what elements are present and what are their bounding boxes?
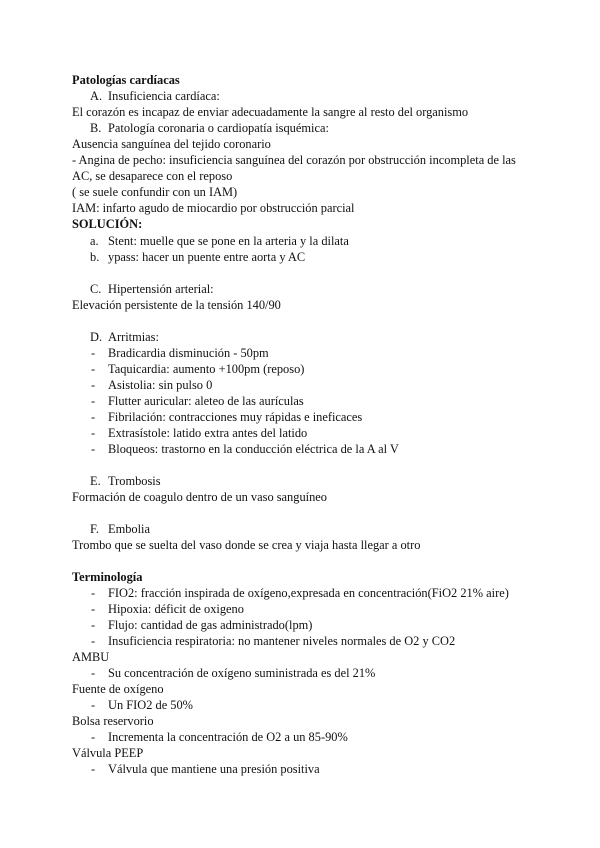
list-item: Extrasístole: latido extra antes del latido bbox=[108, 426, 308, 440]
list-dash: - bbox=[91, 618, 96, 632]
list-item: Su concentración de oxígeno suministrada es del 21% bbox=[108, 666, 376, 680]
list-marker: E. bbox=[90, 474, 101, 488]
paragraph: - Angina de pecho: insuficiencia sanguínea del corazón por obstrucción incompleta de las bbox=[72, 153, 516, 167]
subheading-hipertension: Hipertensión arterial: bbox=[108, 282, 214, 296]
list-marker: b. bbox=[90, 250, 100, 264]
list-dash: - bbox=[91, 730, 96, 744]
subheading-insuficiencia: Insuficiencia cardíaca: bbox=[108, 89, 220, 103]
list-marker: D. bbox=[90, 330, 103, 344]
list-dash: - bbox=[91, 394, 96, 408]
list-dash: - bbox=[91, 698, 96, 712]
paragraph: AC, se desaparece con el reposo bbox=[72, 169, 233, 183]
list-marker: F. bbox=[90, 522, 99, 536]
list-dash: - bbox=[91, 762, 96, 776]
list-item: Flutter auricular: aleteo de las aurículas bbox=[108, 394, 304, 408]
paragraph: Trombo que se suelta del vaso donde se crea y viaja hasta llegar a otro bbox=[72, 538, 421, 552]
list-item: ypass: hacer un puente entre aorta y AC bbox=[108, 250, 306, 264]
list-item: Taquicardia: aumento +100pm (reposo) bbox=[108, 362, 305, 376]
term-bolsa: Bolsa reservorio bbox=[72, 714, 154, 728]
list-item: FIO2: fracción inspirada de oxígeno,expresada en concentración(FiO2 21% aire) bbox=[108, 586, 509, 600]
paragraph: IAM: infarto agudo de miocardio por obstrucción parcial bbox=[72, 201, 355, 215]
list-item: Asistolia: sin pulso 0 bbox=[108, 378, 213, 392]
heading-patologias: Patologías cardíacas bbox=[72, 73, 180, 87]
list-item: Hipoxia: déficit de oxigeno bbox=[108, 602, 244, 616]
list-marker: A. bbox=[90, 89, 103, 103]
subheading-embolia: Embolia bbox=[108, 522, 150, 536]
list-dash: - bbox=[91, 586, 96, 600]
paragraph: Ausencia sanguínea del tejido coronario bbox=[72, 137, 271, 151]
paragraph: El corazón es incapaz de enviar adecuadamente la sangre al resto del organismo bbox=[72, 105, 469, 119]
list-dash: - bbox=[91, 442, 96, 456]
list-dash: - bbox=[91, 410, 96, 424]
list-marker: C. bbox=[90, 282, 102, 296]
list-item: Stent: muelle que se pone en la arteria y la dilata bbox=[108, 234, 349, 248]
list-dash: - bbox=[91, 666, 96, 680]
subheading-trombosis: Trombosis bbox=[108, 474, 161, 488]
list-dash: - bbox=[91, 634, 96, 648]
subheading-coronaria: Patología coronaria o cardiopatía isquémica: bbox=[108, 121, 329, 135]
term-ambu: AMBU bbox=[72, 650, 110, 664]
term-valvula: Válvula PEEP bbox=[72, 746, 144, 760]
list-item: Bradicardia disminución - 50pm bbox=[108, 346, 269, 360]
list-dash: - bbox=[91, 426, 96, 440]
paragraph: Elevación persistente de la tensión 140/90 bbox=[72, 298, 281, 312]
subheading-arritmias: Arritmias: bbox=[108, 330, 159, 344]
list-dash: - bbox=[91, 362, 96, 376]
list-item: Fibrilación: contracciones muy rápidas e ineficaces bbox=[108, 410, 363, 424]
list-item: Bloqueos: trastorno en la conducción eléctrica de la A al V bbox=[108, 442, 399, 456]
list-item: Un FIO2 de 50% bbox=[108, 698, 194, 712]
heading-solucion: SOLUCIÓN: bbox=[72, 217, 143, 231]
list-item: Flujo: cantidad de gas administrado(lpm) bbox=[108, 618, 313, 632]
list-dash: - bbox=[91, 378, 96, 392]
list-marker: B. bbox=[90, 121, 102, 135]
list-item: Insuficiencia respiratoria: no mantener niveles normales de O2 y CO2 bbox=[108, 634, 456, 648]
list-item: Válvula que mantiene una presión positiva bbox=[108, 762, 320, 776]
list-dash: - bbox=[91, 602, 96, 616]
list-marker: a. bbox=[90, 234, 99, 248]
heading-terminologia: Terminología bbox=[72, 570, 143, 584]
paragraph: ( se suele confundir con un IAM) bbox=[72, 185, 238, 199]
list-dash: - bbox=[91, 346, 96, 360]
paragraph: Formación de coagulo dentro de un vaso sanguíneo bbox=[72, 490, 327, 504]
list-item: Incrementa la concentración de O2 a un 85-90% bbox=[108, 730, 348, 744]
term-fuente: Fuente de oxígeno bbox=[72, 682, 164, 696]
